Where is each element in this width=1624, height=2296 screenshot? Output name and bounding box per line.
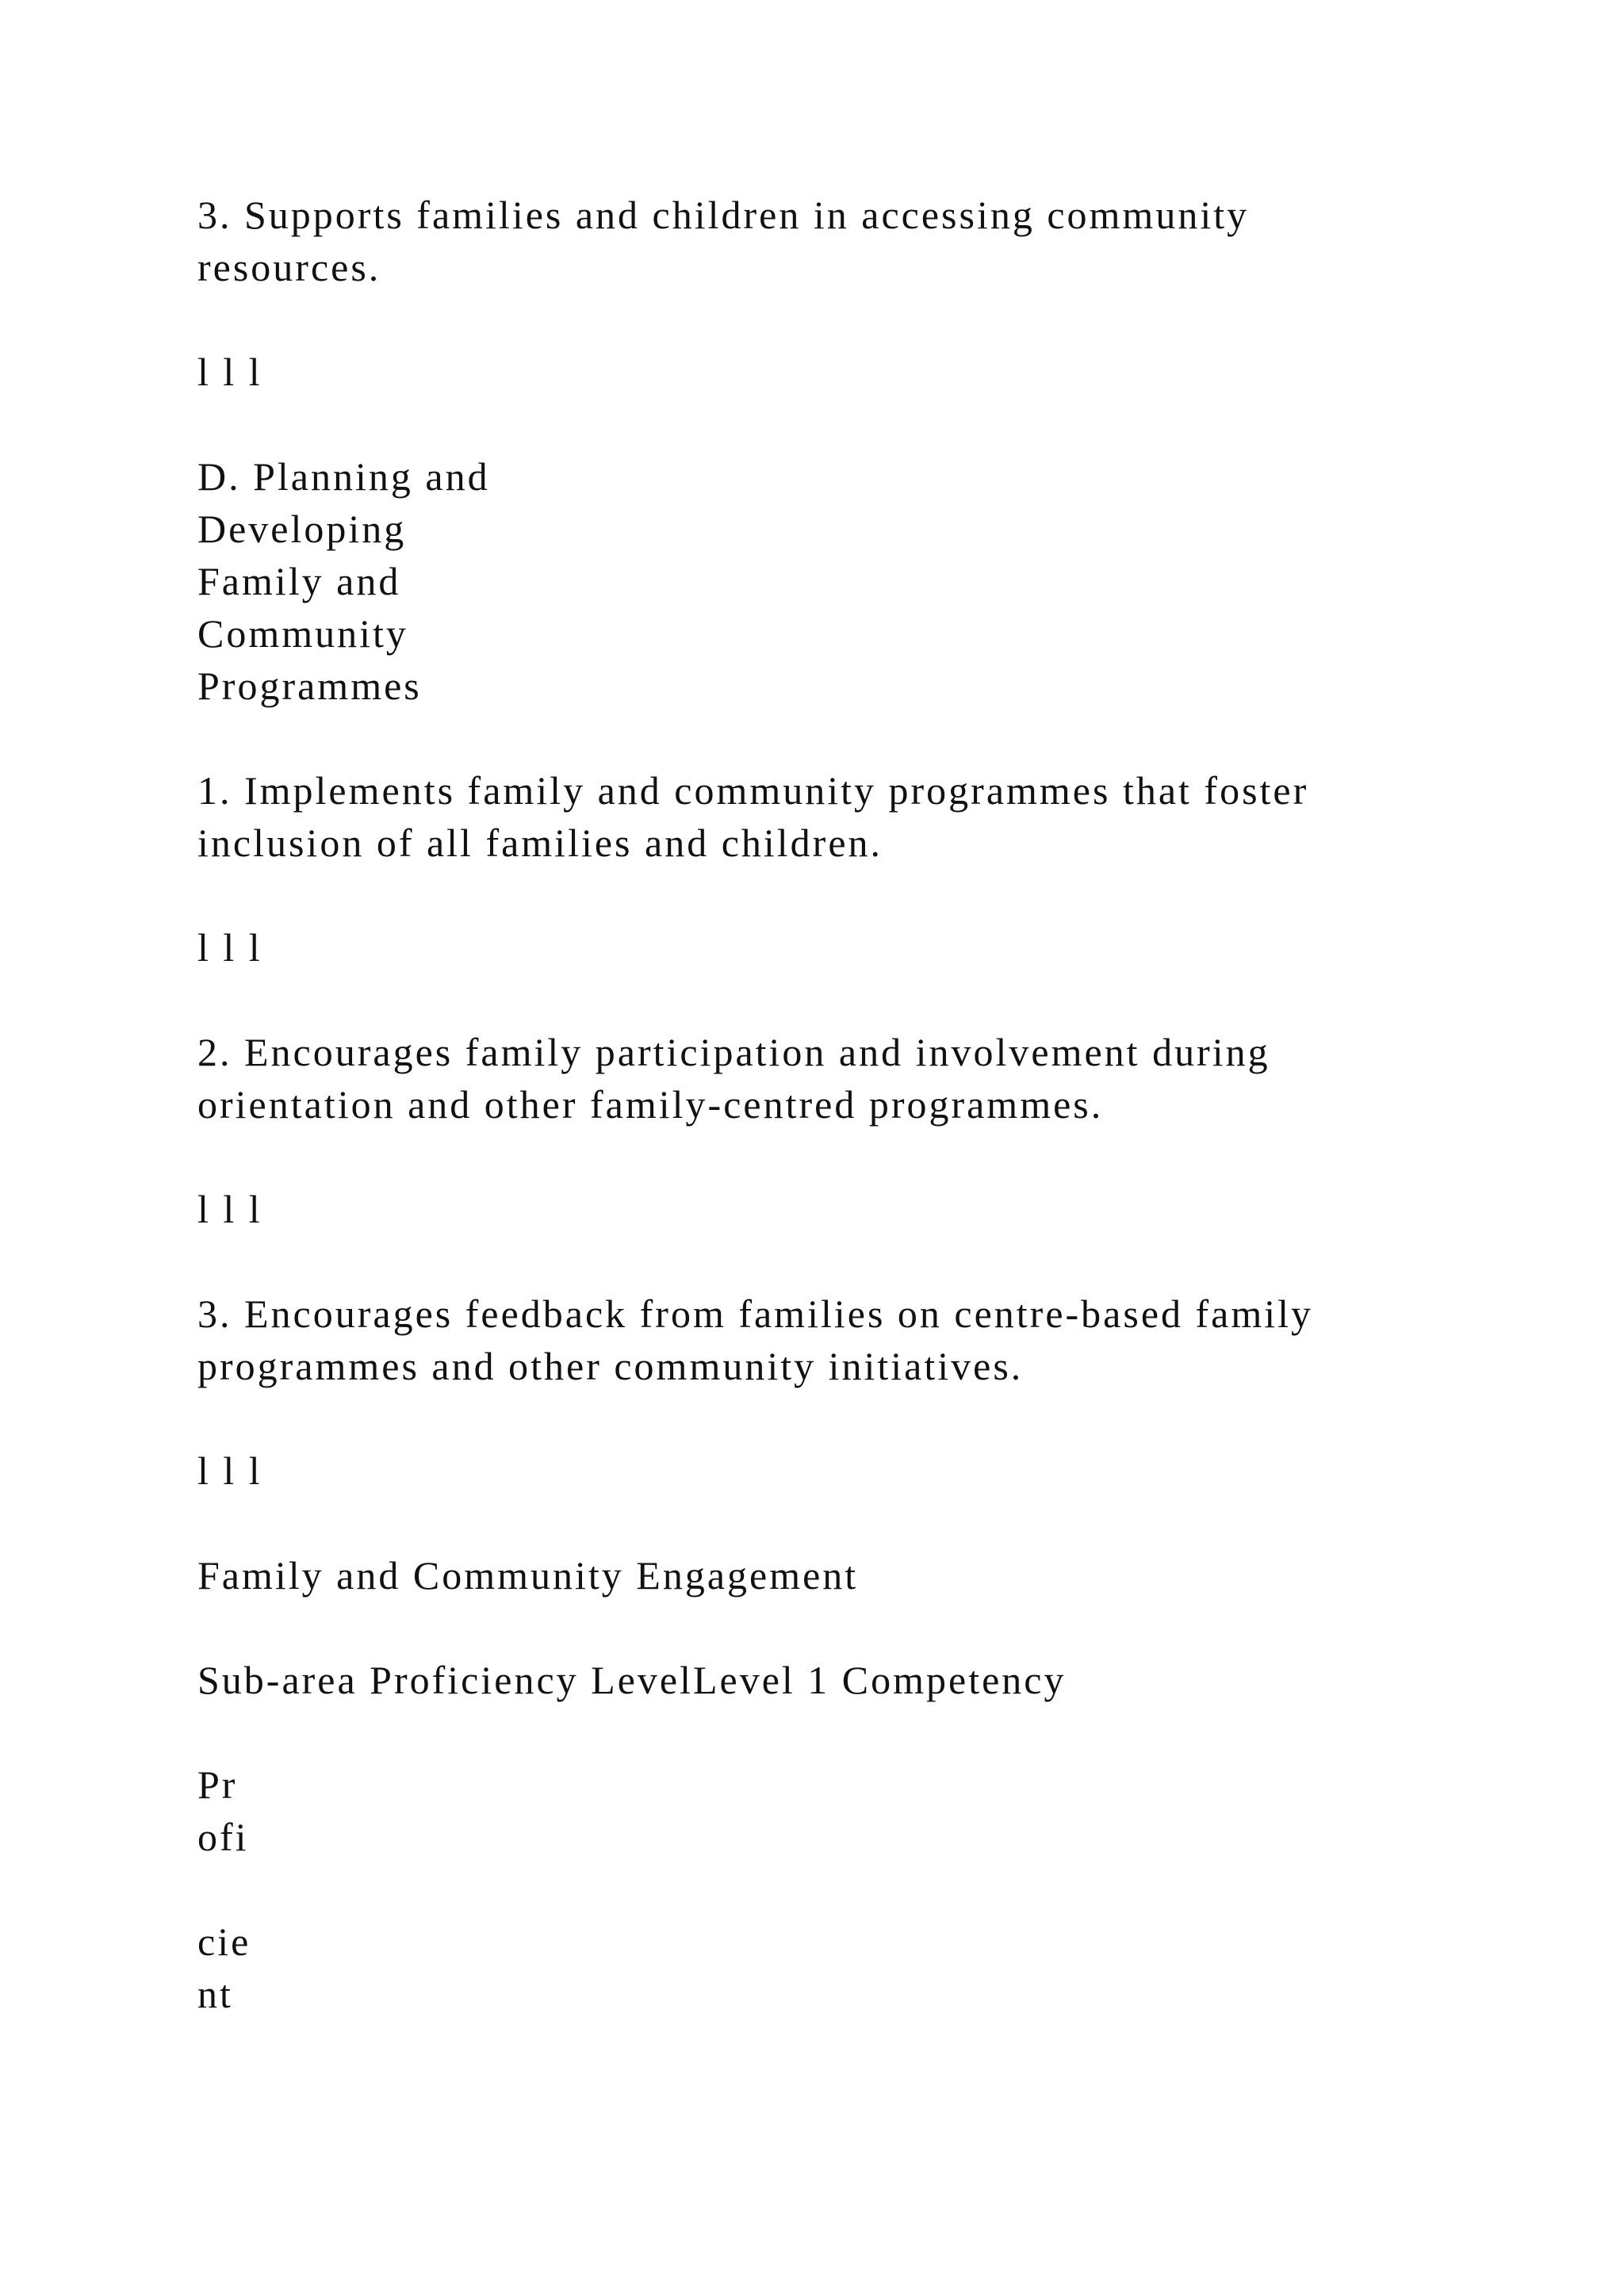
text-line: 3. Encourages feedback from families on centre-based family	[197, 1292, 1314, 1336]
document-body	[197, 189, 1434, 2020]
section-title	[197, 1549, 1434, 1601]
text-line: Developing	[197, 507, 407, 551]
text-line: orientation and other family-centred programmes.	[197, 1082, 1104, 1127]
text-line: resources.	[197, 245, 381, 289]
rating-text: l l l	[197, 925, 262, 970]
text-line: programmes and other community initiatives.	[197, 1344, 1024, 1388]
text-line: 3. Supports families and children in accessing community	[197, 193, 1250, 237]
text-line: cie	[197, 1919, 251, 1964]
text-line: 1. Implements family and community programmes that foster	[197, 768, 1309, 813]
competency-item-d1	[197, 764, 1434, 869]
word-fragment	[197, 1758, 1434, 1863]
text-line: Pr	[197, 1762, 238, 1807]
rating-text: l l l	[197, 1187, 262, 1231]
text-line: 2. Encourages family participation and involvement during	[197, 1030, 1270, 1074]
text-line: Sub-area Proficiency LevelLevel 1 Competency	[197, 1658, 1067, 1702]
word-fragment	[197, 1915, 1434, 2020]
rating-marks-c3	[197, 346, 1434, 398]
text-line: inclusion of all families and children.	[197, 821, 883, 865]
rating-marks-d2	[197, 1183, 1434, 1235]
text-line: nt	[197, 1972, 233, 2016]
subarea-heading-d	[197, 450, 1434, 712]
text-line: Community	[197, 611, 408, 656]
rating-marks-d3	[197, 1445, 1434, 1497]
rating-marks-d1	[197, 921, 1434, 974]
text-line: D. Planning and	[197, 454, 490, 499]
rating-text: l l l	[197, 1448, 262, 1493]
competency-item-c3	[197, 189, 1434, 293]
rating-text: l l l	[197, 350, 262, 394]
text-line: Programmes	[197, 664, 422, 708]
text-line: ofi	[197, 1815, 249, 1859]
text-line: Family and Community Engagement	[197, 1553, 859, 1598]
text-line: Family and	[197, 559, 401, 603]
table-header	[197, 1654, 1434, 1706]
competency-item-d2	[197, 1026, 1434, 1131]
competency-item-d3	[197, 1288, 1434, 1392]
